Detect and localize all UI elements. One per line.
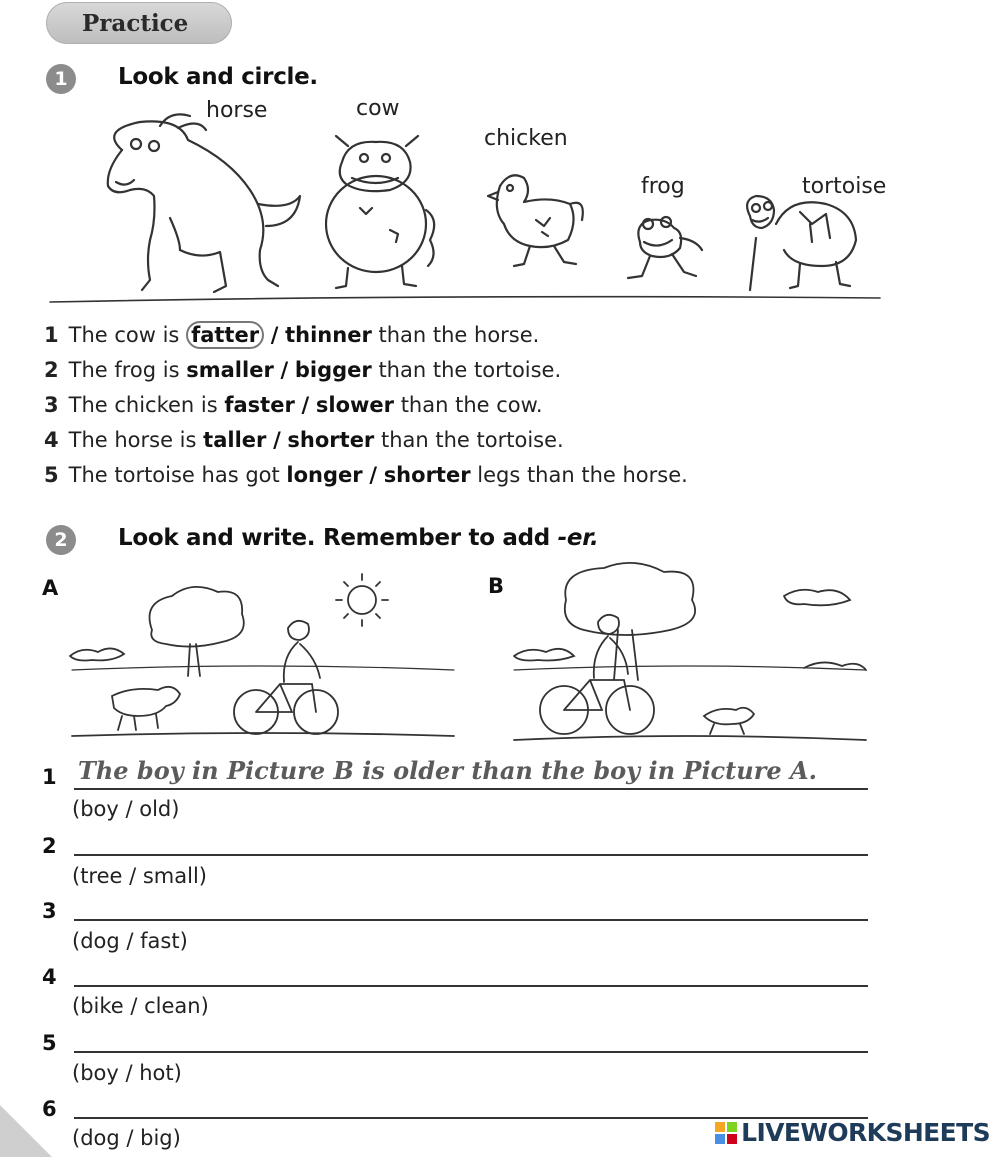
row-3-hint: (dog / fast) [72,929,188,953]
row-6-hint: (dog / big) [72,1126,181,1150]
cow-drawing [326,136,434,288]
row-5-hint: (boy / hot) [72,1061,182,1085]
row-2-line [74,854,868,856]
picture-a-illustration [62,566,462,756]
label-cow: cow [356,96,400,121]
option-shorter[interactable]: shorter [287,428,375,452]
row-2-number: 2 [42,834,57,858]
exercise-1-number: 1 [46,64,76,94]
option-taller[interactable]: taller [203,428,267,452]
picture-b-label: B [488,574,505,598]
row-4-hint: (bike / clean) [72,994,209,1018]
option-bigger[interactable]: bigger [294,358,372,382]
brand-text: LIVEWORKSHEETS [741,1118,990,1147]
sentence-2: 2 The frog is smaller / bigger than the tortoise. [44,358,562,382]
exercise-1-heading: Look and circle. [118,64,318,90]
label-frog: frog [641,174,685,199]
sentence-5: 5 The tortoise has got longer / shorter legs than the horse. [44,463,688,487]
option-thinner[interactable]: thinner [285,323,372,347]
row-1-hint: (boy / old) [72,797,180,821]
option-faster[interactable]: faster [224,393,295,417]
section-tab: Practice [46,2,232,44]
picture-a-label: A [42,576,59,600]
exercise-2-heading: Look and write. Remember to add -er. [118,525,599,551]
tortoise-drawing [747,196,856,290]
option-longer[interactable]: longer [286,463,363,487]
row-4-number: 4 [42,965,57,989]
option-fatter-circled[interactable]: fatter [186,321,264,349]
chicken-drawing [488,175,583,266]
option-slower[interactable]: slower [315,393,394,417]
animals-illustration [30,100,890,315]
row-1-line [74,788,868,790]
horse-drawing [108,114,300,292]
label-horse: horse [206,98,268,123]
label-tortoise: tortoise [802,174,887,199]
row-2-hint: (tree / small) [72,864,207,888]
logo-blocks-icon [715,1122,737,1144]
row-3-number: 3 [42,899,57,923]
option-shorter-legs[interactable]: shorter [383,463,471,487]
row-3-line [74,919,868,921]
frog-drawing [628,217,702,278]
liveworksheets-logo [715,1118,990,1147]
row-4-line [74,985,868,987]
exercise-2-number: 2 [46,525,76,555]
label-chicken: chicken [484,126,568,151]
sentence-1: 1 The cow is fatter / thinner than the horse. [44,323,540,347]
sentence-3: 3 The chicken is faster / slower than the cow. [44,393,543,417]
row-5-line [74,1051,868,1053]
row-6-number: 6 [42,1097,57,1121]
row-1-answer[interactable]: The boy in Picture B is older than the boy in Picture A. [78,756,817,785]
page-corner [0,1105,52,1157]
option-smaller[interactable]: smaller [186,358,274,382]
row-1-number: 1 [42,765,57,789]
sentence-4: 4 The horse is taller / shorter than the tortoise. [44,428,564,452]
row-5-number: 5 [42,1031,57,1055]
picture-b-illustration [504,560,874,756]
